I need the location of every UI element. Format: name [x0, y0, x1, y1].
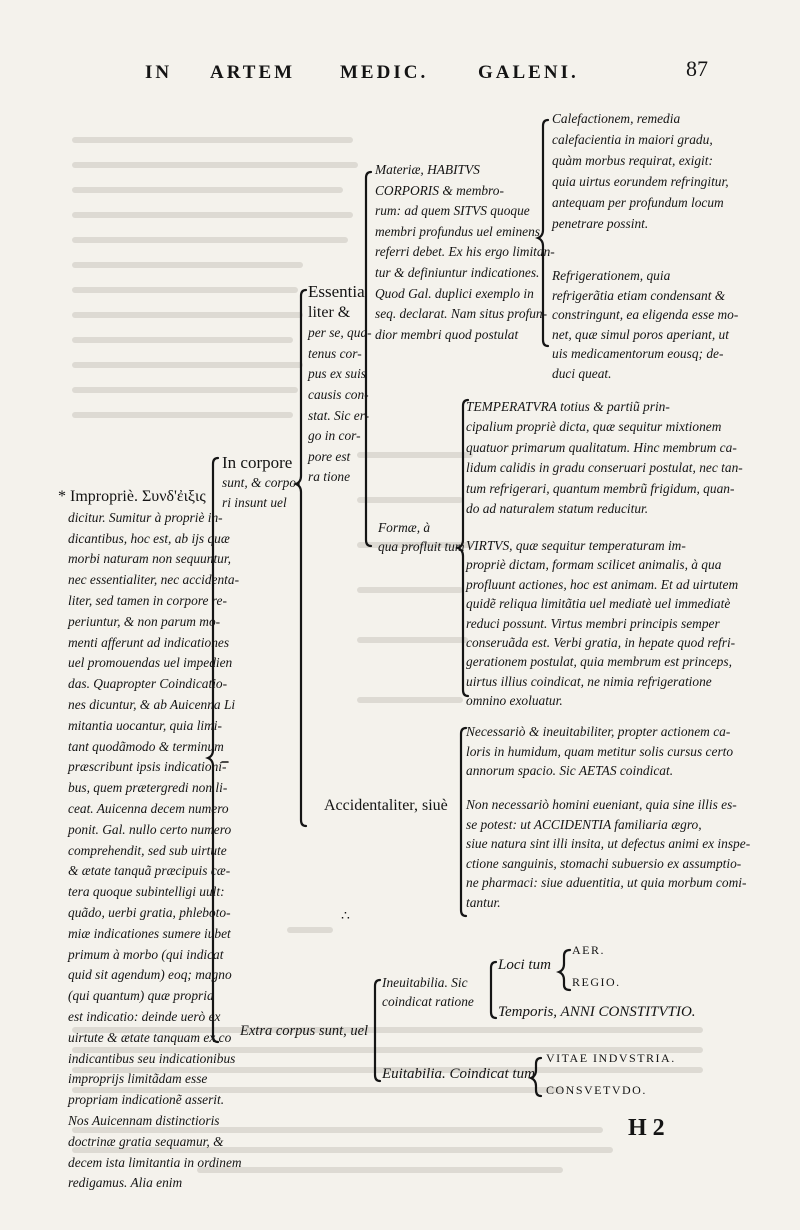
commentary-line: uel promouendas uel impedien [68, 655, 233, 671]
running-head-medic: MEDIC. [340, 62, 429, 83]
branch-line: ctione sanguinis, stomachi subuersio ex assumptio- [466, 855, 742, 871]
commentary-line: quãdo, uerbi gratia, phleboto- [68, 904, 231, 920]
branch-line: constringunt, ea eligenda esse mo- [552, 307, 739, 323]
branch-line: quàm morbus requirat, exigit: [552, 153, 713, 168]
branch-line: seq. declarat. Nam situs profun- [375, 306, 548, 322]
ornament-dots: ∴ [341, 909, 350, 924]
branch-euitabilia: Euitabilia. Coindicat tum [382, 1066, 535, 1082]
branch-line: propriè dictam, formam scilicet animalis, à qua [466, 557, 722, 573]
branch-line: tum refrigerari, quantum membrũ frigidum, quan- [466, 480, 735, 496]
branch-line: pus ex suis [308, 366, 367, 382]
branch-line: lidum calidis in gradu conseruari postulat, nec tan- [466, 460, 743, 476]
running-head-galeni: GALENI. [478, 62, 579, 83]
branch-line: uirtus illius coindicat, ne nimia refrigeratione omnino exoluatur. [466, 673, 712, 709]
branch-extra-corpus: Extra corpus sunt, uel [240, 1023, 369, 1039]
commentary-line: menti afferunt ad indicationes [68, 634, 230, 650]
commentary-line: das. Quapropter Coindicatio- [68, 676, 228, 692]
commentary-line: dicantibus, hoc est, ab ijs quæ [68, 530, 230, 546]
branch-loci: Loci tum [498, 957, 551, 973]
branch-line: per se, qua- [308, 325, 372, 341]
branch-line: refrigerãtia etiam condensant & [552, 287, 726, 303]
branch-line: conseruãda est. Verbi gratia, in hepate quod refri- [466, 635, 736, 651]
item-regio: REGIO. [572, 975, 621, 989]
branch-heading: Essentia [308, 282, 365, 301]
branch-line: referri debet. Ex his ergo limitan- [375, 244, 555, 260]
branch-accidentaliter: Accidentaliter, siuè [324, 797, 448, 814]
commentary-impropriae [58, 487, 242, 1194]
branch-line: coindicat ratione [382, 994, 474, 1009]
branch-calefactionem [552, 108, 729, 234]
commentary-line: (qui quantum) quæ propria [68, 988, 214, 1004]
commentary-line: præscribunt ipsis indicationi- [68, 759, 227, 775]
branch-non-necessario [466, 795, 750, 913]
branch-line: reduci possunt. Virtus membri principis semper [466, 615, 720, 631]
branch-line: Non necessariò homini eueniant, quia sine illis es- [466, 797, 737, 812]
branch-line: Calefactionem, remedia [552, 111, 681, 126]
branch-line: se potest: ut ACCIDENTIA familiaria ægro, [466, 816, 702, 832]
branch-line: uis medicamentorum eousq; de- [552, 346, 724, 362]
signature-mark: H 2 [628, 1115, 665, 1141]
branch-necessario [466, 722, 733, 781]
branch-line: annorum spacio. Sic AETAS coindicat. [466, 763, 674, 779]
branch-line: CORPORIS & membro- [375, 182, 504, 198]
commentary-line: tant quodãmodo & terminum [68, 738, 224, 754]
commentary-line: * Impropriè. Συνδ'ἐιξις [58, 488, 206, 505]
commentary-line: ponit. Gal. nullo certo numero [68, 821, 232, 837]
branch-essentialiter [308, 282, 372, 488]
branch-in-corpore [222, 453, 300, 513]
branch-line: do ad naturalem statum reducitur. [466, 501, 649, 517]
branch-line: tur & definiuntur indicationes. [375, 264, 540, 280]
branch-line: qua profluit tum [378, 539, 465, 554]
branch-line: quia uirtus eorundem refringitur, [552, 174, 729, 189]
branch-line: tantur. [466, 894, 501, 910]
branch-line: penetrare possint. [552, 216, 649, 231]
commentary-line: nes dicuntur, & ab Auicenna Li [68, 696, 236, 712]
commentary-line: comprehendit, sed sub uirtute [68, 842, 227, 858]
branch-refrigerationem [552, 266, 738, 384]
branch-temperatura [466, 397, 743, 519]
branch-ineuitabilia [382, 973, 474, 1011]
branch-line: cipalium propriè dicta, quæ sequitur mixtionem [466, 419, 722, 435]
commentary-line: tera quoque subintelligi uult: [68, 884, 225, 900]
commentary-line: mitantia uocantur, quia limi- [68, 717, 222, 733]
branch-line: ri insunt uel [222, 495, 287, 510]
branch-line: membri profundus uel eminens [375, 223, 541, 239]
commentary-line: nec essentialiter, nec accidenta- [68, 572, 240, 588]
branch-line: siue natura sint illi insita, ut defectus animi ex inspe- [466, 836, 751, 852]
branch-line: TEMPERATVRA totius & partiũ prin- [466, 399, 670, 414]
commentary-line: dicitur. Sumitur à propriè in- [68, 509, 223, 525]
commentary-line: miæ indicationes sumere iubet [68, 925, 231, 941]
running-head-artem: ARTEM [210, 62, 296, 83]
commentary-line: ceat. Auicenna decem numero [68, 800, 229, 816]
branch-virtus [466, 536, 738, 711]
branch-line: Quod Gal. duplici exemplo in [375, 285, 534, 301]
branch-materiae [375, 160, 555, 345]
branch-line: sunt, & corpo- [222, 475, 301, 490]
item-aer: AER. [572, 943, 605, 957]
commentary-line: & ætate tanquã præcipuis cæ- [68, 863, 231, 879]
item-vitae-industria: VITAE INDVSTRIA. [546, 1051, 676, 1065]
branch-heading: In corpore [222, 453, 293, 472]
commentary-line: liter, sed tamen in corpore re- [68, 592, 227, 608]
branch-line: profluunt actiones, hoc est animam. Et ad uirtutem [466, 576, 739, 592]
branch-line: Materiæ, HABITVS [375, 162, 480, 177]
branch-line: gerationem postulat, quia membrum est princeps, [466, 654, 732, 670]
branch-line: tenus cor- [308, 345, 362, 361]
branch-line: Formæ, à [378, 520, 431, 535]
commentary-line: est indicatio: deinde uerò ex [68, 1008, 221, 1024]
branch-line: go in cor- [308, 428, 361, 444]
brace-loci-temporis [491, 962, 496, 1018]
branch-line: quatuor primarum qualitatum. Hinc membrum ca- [466, 439, 737, 455]
branch-formae [378, 518, 465, 556]
branch-line: net, quæ simul poros aperiant, ut [552, 326, 729, 342]
commentary-line: primum à morbo (qui indicat [68, 946, 224, 962]
branch-line: Refrigerationem, quia [552, 268, 671, 283]
brace-ineuitabilia-euitabilia [375, 980, 380, 1081]
branch-line: duci queat. [552, 365, 612, 381]
brace-aer-regio [559, 950, 570, 990]
branch-line: quidẽ reliqua limitãtia uel mediatè uel immediatè [466, 596, 731, 612]
branch-line: pore est ra tione [308, 448, 351, 485]
commentary-line: periuntur, & non parum mo- [68, 613, 221, 629]
branch-line: VIRTVS, quæ sequitur temperaturam im- [466, 538, 686, 553]
branch-temporis: Temporis, ANNI CONSTITVTIO. [498, 1004, 696, 1020]
brace-essentialiter-accidentaliter [296, 290, 306, 826]
commentary-line: quid sit agendum) eoq; magno [68, 967, 232, 983]
branch-line: stat. Sic er- [308, 407, 370, 423]
branch-line: rum: ad quem SITVS quoque [375, 203, 530, 219]
branch-line: Necessariò & ineuitabiliter, propter actionem ca- [466, 724, 731, 739]
branch-line: dior membri quod postulat [375, 326, 519, 342]
branch-line: Ineuitabilia. Sic [382, 975, 468, 990]
commentary-line: morbi naturam non sequuntur, [68, 551, 231, 567]
branch-line: antequam per profundum locum [552, 195, 724, 210]
branch-line: liter & [308, 303, 351, 321]
branch-line: causis con- [308, 386, 369, 402]
branch-line: calefacientia in maiori gradu, [552, 132, 713, 147]
page-number: 87 [686, 56, 708, 81]
branch-line: loris in humidum, quam metitur solis cursus certo [466, 743, 734, 759]
running-head-in: IN [145, 62, 173, 83]
item-consuetudo: CONSVETVDO. [546, 1083, 647, 1097]
branch-line: ne pharmaci: siue aduentitia, ut quia morbum comi- [466, 875, 747, 891]
commentary-line: uirtute & ætate tanquam ex co indicantibus seu indicationibus improprijs limitãdam esse propriam indicationẽ asserit. Nos Auicennam distinctioris doctrinæ gratia sequamur, & decem ista limitantia in ordinem redigamus. Alia enim [68, 1029, 242, 1191]
commentary-line: bus, quem prætergredi non li- [68, 780, 228, 796]
